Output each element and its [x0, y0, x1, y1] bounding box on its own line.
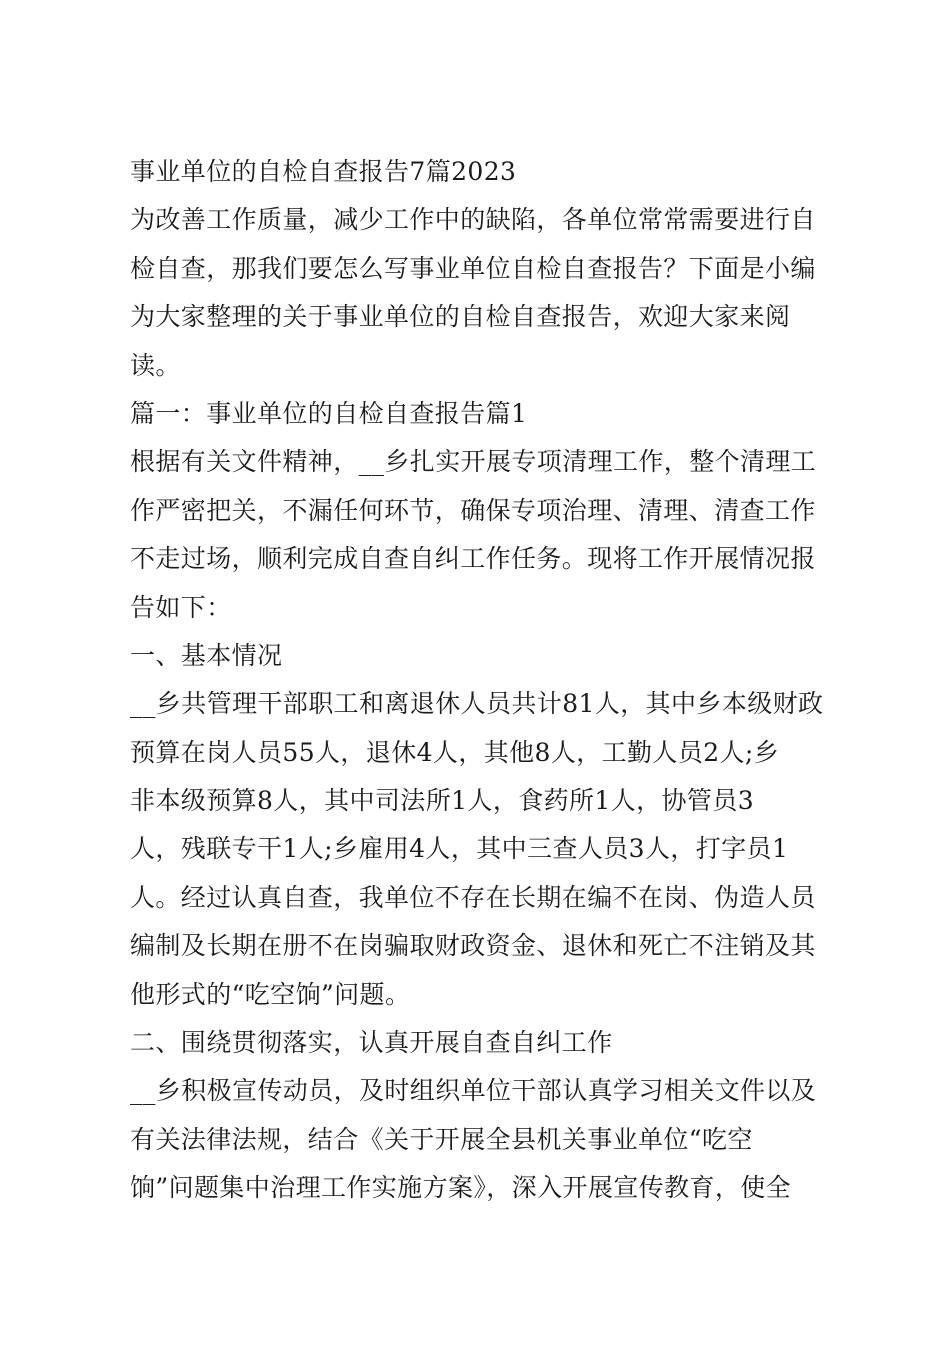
intro-paragraph-line: 读。	[130, 350, 181, 380]
body-paragraph-line: __乡积极宣传动员，及时组织单位干部认真学习相关文件以及	[130, 1076, 817, 1106]
body-paragraph-line: 有关法律法规，结合《关于开展全县机关事业单位“吃空	[130, 1124, 753, 1154]
body-paragraph-line: 根据有关文件精神，__乡扎实开展专项清理工作，整个清理工	[130, 447, 817, 477]
intro-paragraph-line: 为改善工作质量，减少工作中的缺陷，各单位常常需要进行自	[130, 205, 816, 235]
body-paragraph-line: 人。经过认真自查，我单位不存在长期在编不在岗、伪造人员	[130, 882, 816, 912]
body-paragraph-line: 编制及长期在册不在岗骗取财政资金、退休和死亡不注销及其	[130, 931, 816, 961]
body-paragraph-line: 非本级预算8人，其中司法所1人，食药所1人，协管员3	[130, 786, 755, 816]
body-paragraph-line: 告如下：	[130, 592, 232, 622]
body-paragraph-line: 他形式的“吃空饷”问题。	[130, 979, 411, 1009]
intro-paragraph-line: 为大家整理的关于事业单位的自检自查报告，欢迎大家来阅	[130, 302, 791, 332]
body-paragraph-line: 人，残联专干1人;乡雇用4人，其中三查人员3人，打字员1	[130, 834, 789, 864]
intro-paragraph-line: 检自查，那我们要怎么写事业单位自检自查报告？下面是小编	[130, 253, 816, 283]
document-title: 事业单位的自检自查报告7篇2023	[130, 157, 517, 186]
section-heading: 一、基本情况	[130, 640, 283, 670]
body-paragraph-line: 作严密把关，不漏任何环节，确保专项治理、清理、清查工作	[130, 495, 816, 525]
section-heading: 二、围绕贯彻落实，认真开展自查自纠工作	[130, 1028, 613, 1058]
body-paragraph-line: 饷”问题集中治理工作实施方案》，深入开展宣传教育，使全	[130, 1173, 792, 1203]
document-body	[130, 148, 835, 1213]
body-paragraph-line: 不走过场，顺利完成自查自纠工作任务。现将工作开展情况报	[130, 544, 816, 574]
chapter-heading: 篇一：事业单位的自检自查报告篇1	[130, 398, 528, 428]
body-paragraph-line: 预算在岗人员55人，退休4人，其他8人，工勤人员2人;乡	[130, 737, 780, 767]
body-paragraph-line: __乡共管理干部职工和离退休人员共计81人，其中乡本级财政	[130, 689, 824, 719]
